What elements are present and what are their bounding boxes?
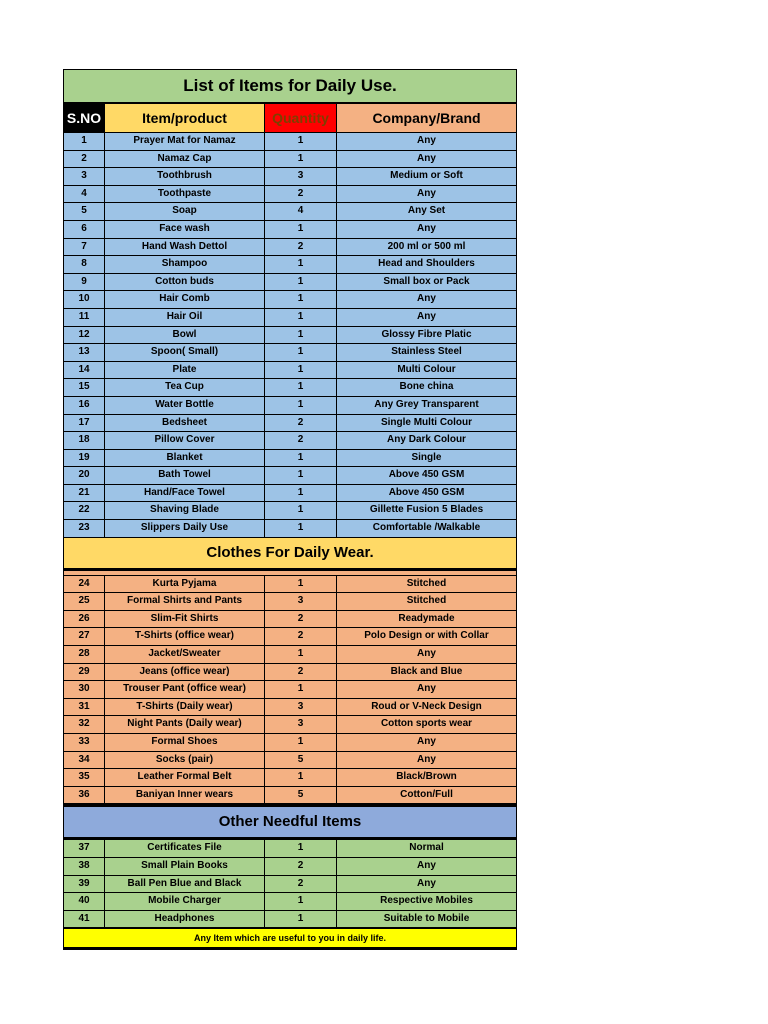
- cell-sno[interactable]: 16: [64, 397, 105, 414]
- cell-sno[interactable]: 33: [64, 734, 105, 751]
- cell-quantity[interactable]: 2: [265, 415, 337, 432]
- cell-sno[interactable]: 37: [64, 840, 105, 857]
- cell-item[interactable]: Shaving Blade: [105, 502, 265, 519]
- cell-sno[interactable]: 24: [64, 576, 105, 593]
- daily-items-body: [64, 133, 516, 538]
- table-row: [64, 893, 516, 911]
- table-row: [64, 646, 516, 664]
- cell-sno[interactable]: 12: [64, 327, 105, 344]
- cell-sno[interactable]: 18: [64, 432, 105, 449]
- cell-quantity[interactable]: 1: [265, 646, 337, 663]
- cell-quantity[interactable]: 1: [265, 467, 337, 484]
- cell-brand[interactable]: Any: [417, 683, 436, 695]
- cell-quantity[interactable]: 1: [265, 379, 337, 396]
- cell-quantity[interactable]: 1: [265, 309, 337, 326]
- cell-item[interactable]: Leather Formal Belt: [105, 769, 265, 786]
- cell-item[interactable]: Trouser Pant (office wear): [105, 681, 265, 698]
- cell-sno[interactable]: 2: [64, 151, 105, 168]
- cell-item[interactable]: Formal Shoes: [105, 734, 265, 751]
- table-row: [64, 734, 516, 752]
- cell-brand[interactable]: Stainless Steel: [391, 346, 462, 358]
- cell-quantity[interactable]: 2: [265, 876, 337, 893]
- cell-item[interactable]: Spoon( Small): [105, 344, 265, 361]
- cell-brand[interactable]: Black and Blue: [390, 665, 463, 677]
- cell-quantity[interactable]: 1: [265, 221, 337, 238]
- cell-quantity[interactable]: 1: [265, 840, 337, 857]
- table-row: [64, 787, 516, 805]
- cell-sno[interactable]: 9: [64, 274, 105, 291]
- table-row: [64, 168, 516, 186]
- cell-item[interactable]: Hair Oil: [105, 309, 265, 326]
- table-row: [64, 256, 516, 274]
- cell-quantity[interactable]: 1: [265, 362, 337, 379]
- cell-item[interactable]: Water Bottle: [105, 397, 265, 414]
- cell-sno[interactable]: 32: [64, 716, 105, 733]
- cell-brand[interactable]: Glossy Fibre Platic: [381, 328, 472, 340]
- cell-brand[interactable]: Cotton sports wear: [380, 718, 473, 730]
- cell-quantity[interactable]: 1: [265, 734, 337, 751]
- cell-quantity[interactable]: 2: [265, 858, 337, 875]
- cell-sno[interactable]: 10: [64, 291, 105, 308]
- cell-sno[interactable]: 21: [64, 485, 105, 502]
- cell-sno[interactable]: 25: [64, 593, 105, 610]
- cell-item[interactable]: Jeans (office wear): [105, 664, 265, 681]
- cell-brand[interactable]: Any: [417, 187, 436, 199]
- cell-quantity[interactable]: 3: [265, 699, 337, 716]
- table-row: [64, 752, 516, 770]
- table-row: [64, 450, 516, 468]
- cell-item[interactable]: Night Pants (Daily wear): [105, 716, 265, 733]
- clothes-section-title: Clothes For Daily Wear.: [64, 538, 516, 571]
- table-row: [64, 876, 516, 894]
- table-row: [64, 397, 516, 415]
- table-row: [64, 274, 516, 292]
- cell-item[interactable]: Bath Towel: [105, 467, 265, 484]
- cell-brand[interactable]: Any: [417, 648, 436, 660]
- cell-item[interactable]: Baniyan Inner wears: [105, 787, 265, 804]
- cell-brand[interactable]: Medium or Soft: [390, 170, 463, 182]
- table-row: [64, 467, 516, 485]
- cell-quantity[interactable]: 1: [265, 327, 337, 344]
- cell-brand[interactable]: Any: [417, 222, 436, 234]
- cell-brand[interactable]: Suitable to Mobile: [383, 912, 470, 924]
- table-row: [64, 858, 516, 876]
- cell-brand[interactable]: Head and Shoulders: [378, 258, 475, 270]
- items-sheet: [63, 69, 517, 950]
- sheet-title: List of Items for Daily Use.: [64, 70, 516, 104]
- cell-brand[interactable]: Polo Design or with Collar: [364, 630, 489, 642]
- cell-quantity[interactable]: 4: [265, 203, 337, 220]
- table-row: [64, 221, 516, 239]
- cell-quantity[interactable]: 2: [265, 611, 337, 628]
- cell-quantity[interactable]: 1: [265, 893, 337, 910]
- cell-brand[interactable]: Roud or V-Neck Design: [371, 700, 482, 712]
- footer-note: Any Item which are useful to you in daily life.: [64, 928, 516, 947]
- cell-brand[interactable]: 200 ml or 500 ml: [387, 240, 466, 252]
- cell-sno[interactable]: 14: [64, 362, 105, 379]
- cell-item[interactable]: Soap: [105, 203, 265, 220]
- cell-brand[interactable]: Stitched: [406, 595, 447, 607]
- cell-item[interactable]: Plate: [105, 362, 265, 379]
- cell-brand[interactable]: Any: [417, 859, 436, 871]
- cell-item[interactable]: Ball Pen Blue and Black: [105, 876, 265, 893]
- cell-sno[interactable]: 13: [64, 344, 105, 361]
- cell-sno[interactable]: 11: [64, 309, 105, 326]
- cell-quantity[interactable]: 1: [265, 485, 337, 502]
- cell-brand[interactable]: Any Set: [407, 205, 446, 217]
- cell-item[interactable]: Cotton buds: [105, 274, 265, 291]
- cell-item[interactable]: Slim-Fit Shirts: [105, 611, 265, 628]
- table-row: [64, 576, 516, 594]
- cell-quantity[interactable]: 3: [265, 593, 337, 610]
- cell-quantity[interactable]: 1: [265, 520, 337, 537]
- cell-quantity[interactable]: 3: [265, 716, 337, 733]
- table-row: [64, 911, 516, 929]
- cell-brand[interactable]: Normal: [409, 842, 444, 854]
- cell-item[interactable]: Hand Wash Dettol: [105, 239, 265, 256]
- table-row: [64, 520, 516, 538]
- cell-item[interactable]: Formal Shirts and Pants: [105, 593, 265, 610]
- table-row: [64, 611, 516, 629]
- cell-quantity[interactable]: 1: [265, 911, 337, 928]
- cell-quantity[interactable]: 5: [265, 752, 337, 769]
- cell-brand[interactable]: Respective Mobiles: [380, 895, 473, 907]
- cell-brand[interactable]: Any: [417, 152, 436, 164]
- cell-sno[interactable]: 3: [64, 168, 105, 185]
- cell-brand[interactable]: Any Grey Transparent: [374, 398, 479, 410]
- cell-sno[interactable]: 29: [64, 664, 105, 681]
- table-row: [64, 593, 516, 611]
- cell-item[interactable]: Kurta Pyjama: [105, 576, 265, 593]
- cell-quantity[interactable]: 1: [265, 450, 337, 467]
- header-item[interactable]: Item/product: [105, 104, 265, 132]
- cell-item[interactable]: T-Shirts (office wear): [105, 628, 265, 645]
- table-row: [64, 379, 516, 397]
- cell-sno[interactable]: 19: [64, 450, 105, 467]
- cell-brand[interactable]: Single: [411, 451, 442, 463]
- cell-sno[interactable]: 17: [64, 415, 105, 432]
- cell-quantity[interactable]: 1: [265, 344, 337, 361]
- table-row: [64, 133, 516, 151]
- table-row: [64, 203, 516, 221]
- cell-brand[interactable]: Above 450 GSM: [388, 469, 465, 481]
- cell-brand[interactable]: Any: [417, 135, 436, 146]
- table-row: [64, 344, 516, 362]
- table-row: [64, 186, 516, 204]
- cell-brand[interactable]: Black/Brown: [396, 771, 457, 783]
- cell-item[interactable]: Pillow Cover: [105, 432, 265, 449]
- cell-sno[interactable]: 22: [64, 502, 105, 519]
- cell-quantity[interactable]: 1: [265, 151, 337, 168]
- table-row: [64, 291, 516, 309]
- cell-quantity[interactable]: 2: [265, 432, 337, 449]
- cell-item[interactable]: Namaz Cap: [105, 151, 265, 168]
- cell-quantity[interactable]: 2: [265, 186, 337, 203]
- clothes-items-body: [64, 576, 516, 805]
- cell-item[interactable]: Bedsheet: [105, 415, 265, 432]
- cell-item[interactable]: Hair Comb: [105, 291, 265, 308]
- cell-brand[interactable]: Any: [417, 736, 436, 747]
- cell-item[interactable]: Face wash: [105, 221, 265, 238]
- cell-sno[interactable]: 35: [64, 769, 105, 786]
- cell-sno[interactable]: 39: [64, 876, 105, 893]
- header-brand[interactable]: Company/Brand: [337, 104, 516, 132]
- cell-quantity[interactable]: 1: [265, 291, 337, 308]
- cell-sno[interactable]: 15: [64, 379, 105, 396]
- table-row: [64, 239, 516, 257]
- cell-brand[interactable]: Above 450 GSM: [388, 486, 465, 498]
- cell-item[interactable]: Toothbrush: [105, 168, 265, 185]
- cell-brand[interactable]: Stitched: [406, 577, 447, 589]
- other-section-title: Other Needful Items: [64, 804, 516, 840]
- cell-sno[interactable]: 40: [64, 893, 105, 910]
- cell-item[interactable]: Blanket: [105, 450, 265, 467]
- table-row: [64, 432, 516, 450]
- cell-quantity[interactable]: 1: [265, 502, 337, 519]
- cell-sno[interactable]: 7: [64, 239, 105, 256]
- cell-quantity[interactable]: 1: [265, 133, 337, 150]
- table-row: [64, 485, 516, 503]
- cell-brand[interactable]: Multi Colour: [397, 363, 456, 375]
- cell-item[interactable]: Toothpaste: [105, 186, 265, 203]
- cell-item[interactable]: Bowl: [105, 327, 265, 344]
- table-row: [64, 327, 516, 345]
- cell-quantity[interactable]: 1: [265, 256, 337, 273]
- other-items-body: [64, 840, 516, 928]
- table-row: [64, 309, 516, 327]
- cell-brand[interactable]: Bone china: [399, 381, 454, 393]
- cell-item[interactable]: Tea Cup: [105, 379, 265, 396]
- cell-sno[interactable]: 41: [64, 911, 105, 928]
- cell-quantity[interactable]: 3: [265, 168, 337, 185]
- cell-sno[interactable]: 5: [64, 203, 105, 220]
- cell-sno[interactable]: 20: [64, 467, 105, 484]
- cell-item[interactable]: Jacket/Sweater: [105, 646, 265, 663]
- column-header-row: [64, 104, 516, 133]
- table-row: [64, 415, 516, 433]
- cell-item[interactable]: Prayer Mat for Namaz: [105, 133, 265, 150]
- cell-quantity[interactable]: 5: [265, 787, 337, 804]
- cell-item[interactable]: Socks (pair): [105, 752, 265, 769]
- cell-brand[interactable]: Small box or Pack: [383, 275, 470, 287]
- cell-quantity[interactable]: 1: [265, 769, 337, 786]
- table-row: [64, 840, 516, 858]
- cell-item[interactable]: Certificates File: [105, 840, 265, 857]
- cell-brand[interactable]: Single Multi Colour: [380, 416, 473, 428]
- cell-item[interactable]: Hand/Face Towel: [105, 485, 265, 502]
- cell-sno[interactable]: 28: [64, 646, 105, 663]
- cell-sno[interactable]: 27: [64, 628, 105, 645]
- cell-sno[interactable]: 31: [64, 699, 105, 716]
- cell-item[interactable]: Shampoo: [105, 256, 265, 273]
- cell-brand[interactable]: Any Dark Colour: [387, 434, 466, 446]
- cell-brand[interactable]: Any: [417, 310, 436, 322]
- cell-sno[interactable]: 4: [64, 186, 105, 203]
- cell-item[interactable]: Small Plain Books: [105, 858, 265, 875]
- table-row: [64, 664, 516, 682]
- cell-sno[interactable]: 36: [64, 787, 105, 804]
- cell-brand[interactable]: Cotton/Full: [400, 788, 453, 800]
- table-row: [64, 628, 516, 646]
- cell-quantity[interactable]: 2: [265, 628, 337, 645]
- table-row: [64, 681, 516, 699]
- cell-item[interactable]: Mobile Charger: [105, 893, 265, 910]
- cell-sno[interactable]: 26: [64, 611, 105, 628]
- header-quantity[interactable]: Quantity: [265, 104, 337, 132]
- cell-brand[interactable]: Any: [417, 293, 436, 305]
- cell-brand[interactable]: Any: [417, 877, 436, 889]
- cell-brand[interactable]: Comfortable /Walkable: [372, 522, 481, 534]
- cell-brand[interactable]: Readymade: [398, 612, 455, 624]
- cell-quantity[interactable]: 2: [265, 239, 337, 256]
- cell-sno[interactable]: 23: [64, 520, 105, 537]
- cell-quantity[interactable]: 1: [265, 397, 337, 414]
- cell-sno[interactable]: 1: [64, 133, 105, 150]
- cell-sno[interactable]: 8: [64, 256, 105, 273]
- cell-item[interactable]: Slippers Daily Use: [105, 520, 265, 537]
- cell-quantity[interactable]: 2: [265, 664, 337, 681]
- cell-sno[interactable]: 30: [64, 681, 105, 698]
- cell-quantity[interactable]: 1: [265, 576, 337, 593]
- cell-brand[interactable]: Any: [417, 753, 436, 765]
- table-row: [64, 716, 516, 734]
- table-row: [64, 699, 516, 717]
- cell-sno[interactable]: 6: [64, 221, 105, 238]
- cell-item[interactable]: Headphones: [105, 911, 265, 928]
- cell-item[interactable]: T-Shirts (Daily wear): [105, 699, 265, 716]
- table-row: [64, 362, 516, 380]
- table-row: [64, 769, 516, 787]
- header-sno[interactable]: S.NO: [64, 104, 105, 132]
- cell-sno[interactable]: 38: [64, 858, 105, 875]
- table-row: [64, 151, 516, 169]
- cell-brand[interactable]: Gillette Fusion 5 Blades: [369, 504, 484, 516]
- table-row: [64, 502, 516, 520]
- cell-quantity[interactable]: 1: [265, 681, 337, 698]
- cell-sno[interactable]: 34: [64, 752, 105, 769]
- cell-quantity[interactable]: 1: [265, 274, 337, 291]
